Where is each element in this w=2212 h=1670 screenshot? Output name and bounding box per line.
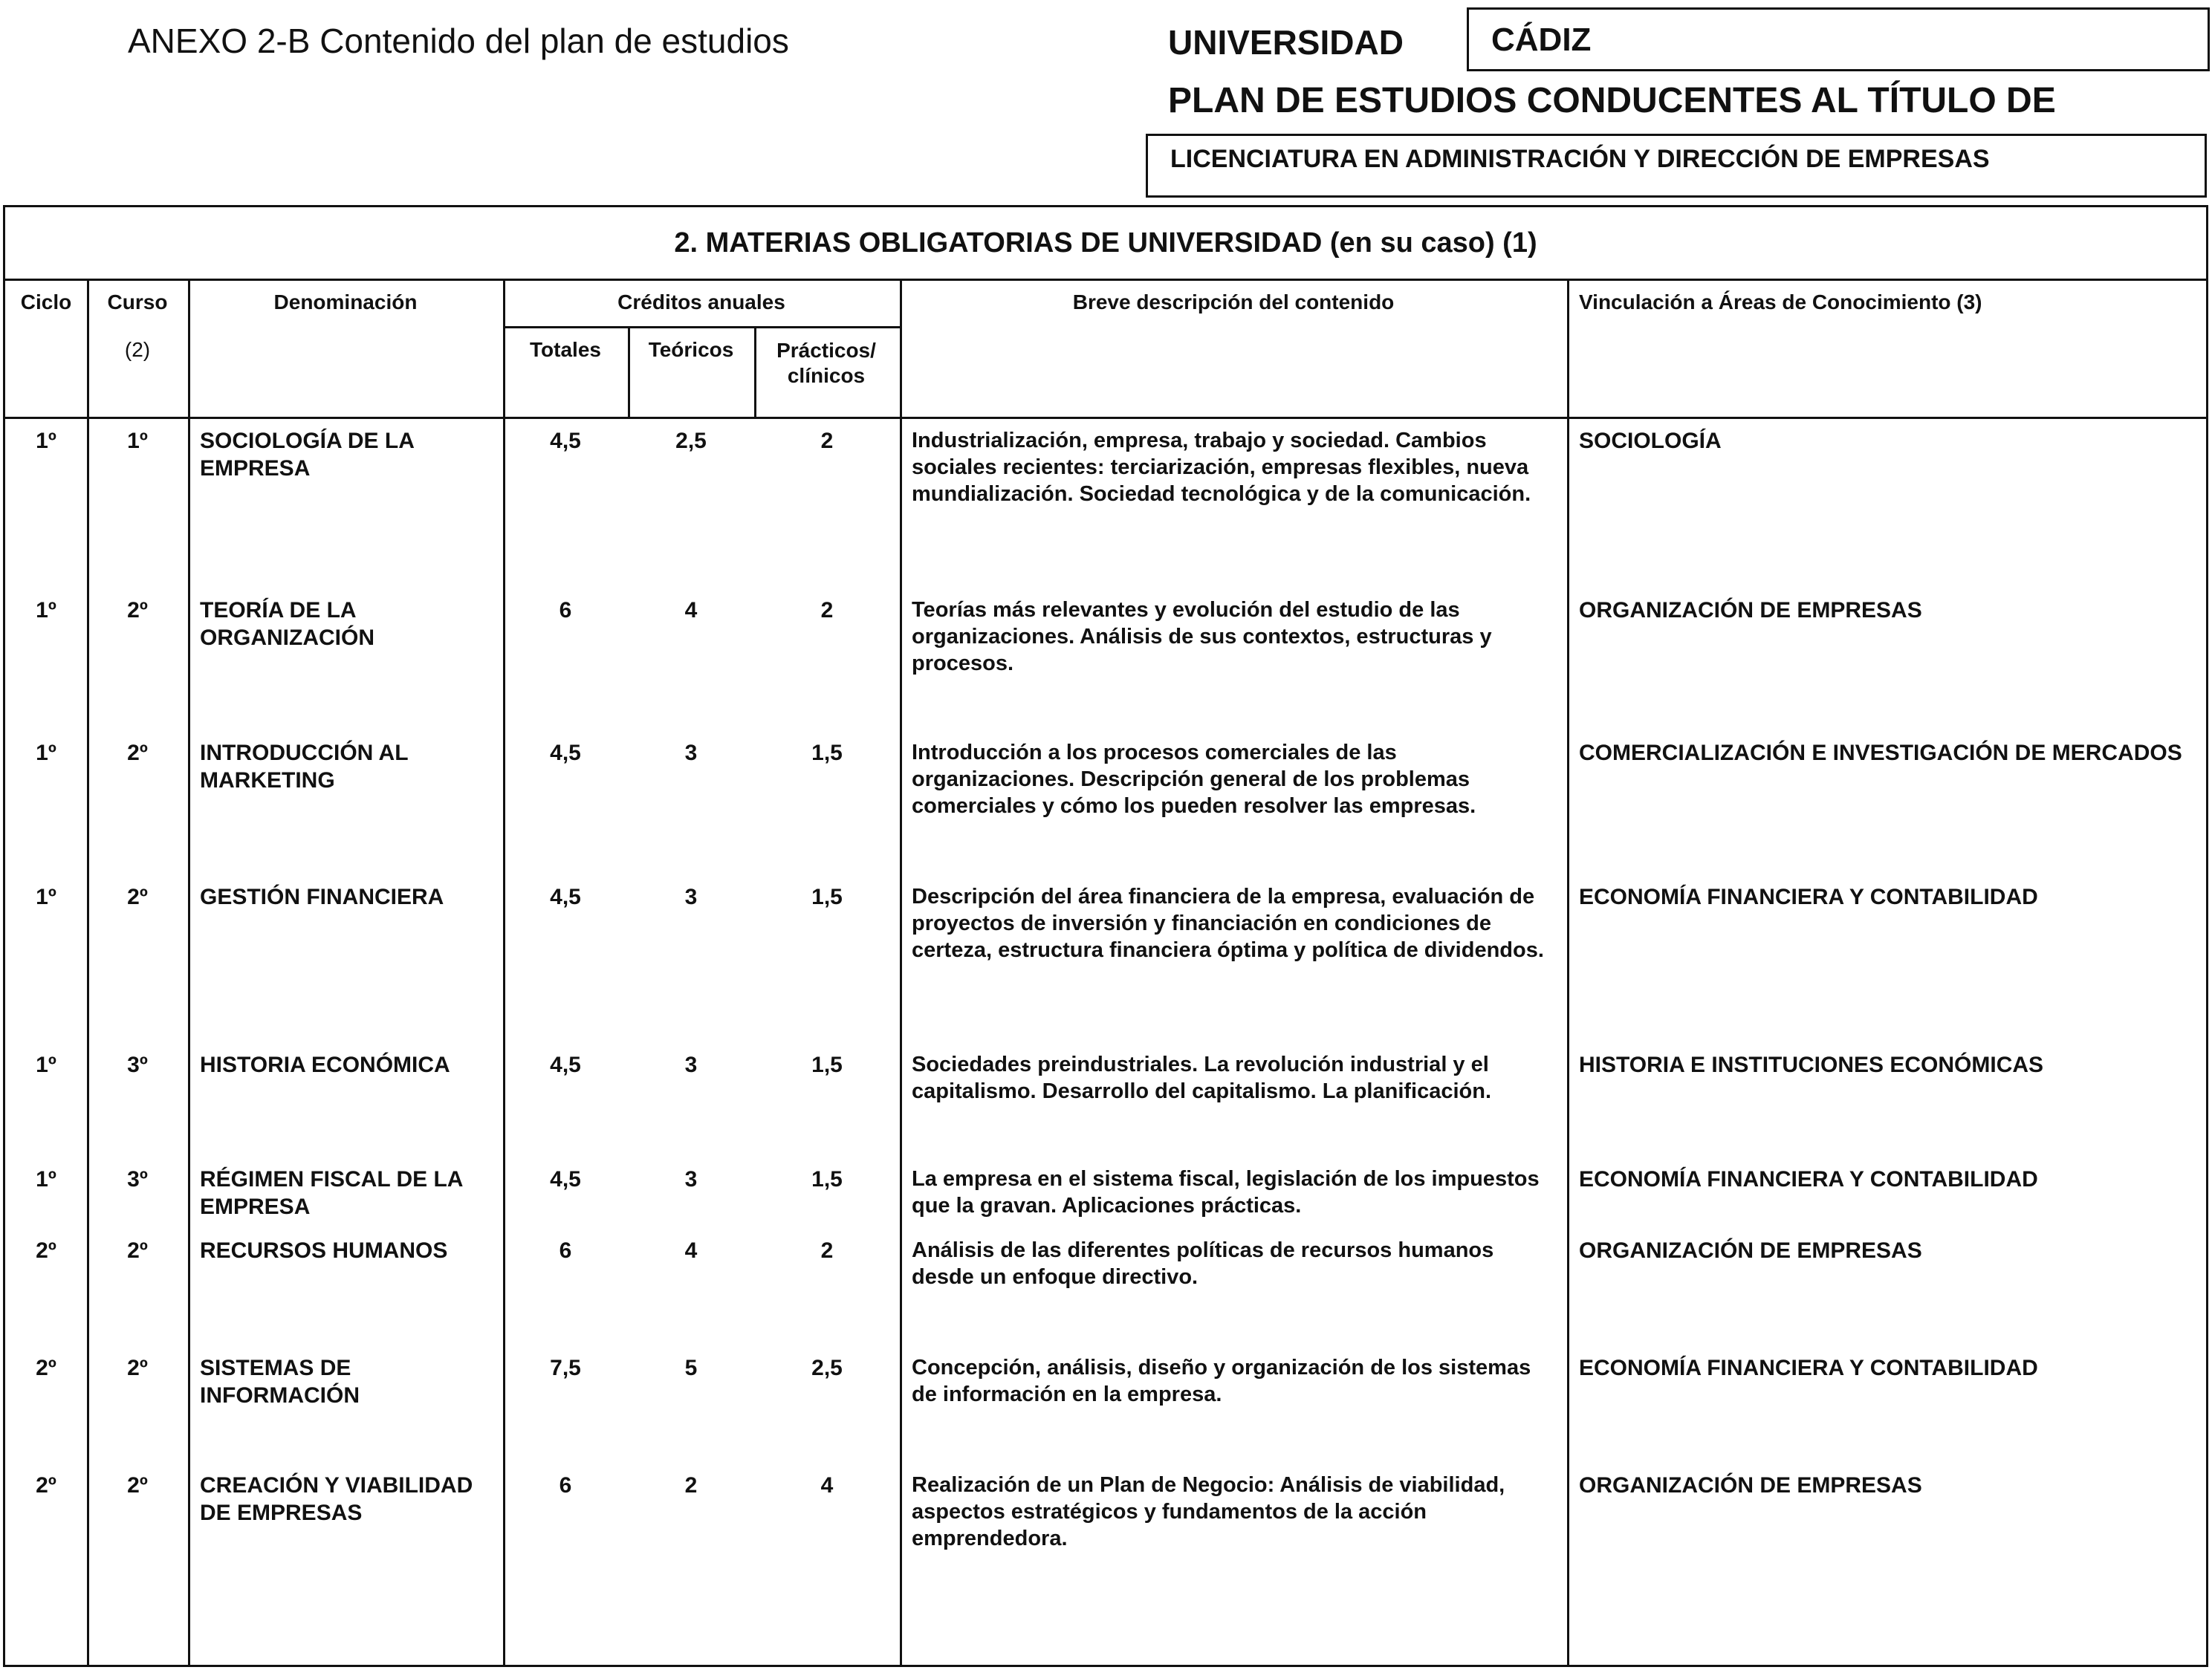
cell-totales: 4,5 <box>550 429 581 453</box>
cell-teoricos: 3 <box>684 885 698 909</box>
cell-curso: 1º <box>127 429 148 453</box>
cell-denominacion: CREACIÓN Y VIABILIDAD DE EMPRESAS <box>200 1473 473 1525</box>
cell-ciclo: 2º <box>36 1356 56 1380</box>
cell-denominacion: SISTEMAS DE INFORMACIÓN <box>200 1356 360 1408</box>
cell-denominacion: GESTIÓN FINANCIERA <box>200 885 444 909</box>
cell-denominacion: RÉGIMEN FISCAL DE LA EMPRESA <box>200 1167 463 1219</box>
cell-descripcion: Sociedades preindustriales. La revolución industrial y el capitalismo. Desarrollo del capitalismo. La planificación. <box>912 1053 1492 1103</box>
cell-practicos: 1,5 <box>811 741 843 765</box>
cell-ciclo: 1º <box>36 1167 56 1192</box>
cell-ciclo: 1º <box>36 429 56 453</box>
cell-area: SOCIOLOGÍA <box>1579 429 1722 453</box>
cell-practicos: 1,5 <box>811 1167 843 1192</box>
cell-descripcion: La empresa en el sistema fiscal, legislación de los impuestos que la gravan. Aplicaciones prácticas. <box>912 1167 1540 1218</box>
col-divider <box>503 279 505 1665</box>
col-divider <box>1567 279 1569 1665</box>
cell-ciclo: 1º <box>36 598 56 623</box>
cell-teoricos: 4 <box>684 1238 698 1263</box>
cell-curso: 2º <box>127 598 148 623</box>
cell-teoricos: 5 <box>684 1356 698 1380</box>
credits-subheader-line <box>503 326 900 328</box>
cell-descripcion: Descripción del área financiera de la empresa, evaluación de proyectos de inversión y financiación en condiciones de certeza, estructura financiera óptima y política de dividendos. <box>912 885 1544 962</box>
cell-practicos: 2 <box>820 429 834 453</box>
cell-denominacion: RECURSOS HUMANOS <box>200 1238 448 1263</box>
cell-practicos: 2 <box>820 598 834 623</box>
cell-teoricos: 4 <box>684 598 698 623</box>
header-vinculacion: Vinculación a Áreas de Conocimiento (3) <box>1579 290 1982 313</box>
col-divider <box>87 279 89 1665</box>
cell-curso: 2º <box>127 1473 148 1498</box>
cell-teoricos: 2 <box>684 1473 698 1498</box>
section-title: 2. MATERIAS OBLIGATORIAS DE UNIVERSIDAD (en su caso) (1) <box>5 207 2206 281</box>
cell-descripcion: Concepción, análisis, diseño y organización de los sistemas de información en la empresa. <box>912 1356 1531 1406</box>
col-divider <box>188 279 190 1665</box>
cell-practicos: 2,5 <box>811 1356 843 1380</box>
header-teoricos: Teóricos <box>648 338 734 361</box>
cell-denominacion: SOCIOLOGÍA DE LA EMPRESA <box>200 429 414 481</box>
cell-descripcion: Análisis de las diferentes políticas de recursos humanos desde un enfoque directivo. <box>912 1238 1494 1289</box>
cell-teoricos: 3 <box>684 1053 698 1077</box>
annex-title: ANEXO 2-B Contenido del plan de estudios <box>128 22 789 60</box>
cell-descripcion: Teorías más relevantes y evolución del estudio de las organizaciones. Análisis de sus contextos, estructuras y procesos. <box>912 598 1492 675</box>
cell-area: ORGANIZACIÓN DE EMPRESAS <box>1579 1473 1922 1498</box>
header-practicos: Prácticos/ clínicos <box>776 339 876 387</box>
cell-descripcion: Realización de un Plan de Negocio: Análisis de viabilidad, aspectos estratégicos y fundamentos de la acción emprendedora. <box>912 1473 1505 1550</box>
university-name-box <box>1467 7 2210 71</box>
cell-ciclo: 1º <box>36 1053 56 1077</box>
cell-curso: 2º <box>127 885 148 909</box>
header-totales: Totales <box>530 338 601 361</box>
university-name: CÁDIZ <box>1491 22 1592 58</box>
cell-totales: 4,5 <box>550 885 581 909</box>
degree-title-box <box>1146 134 2207 198</box>
plan-title: PLAN DE ESTUDIOS CONDUCENTES AL TÍTULO DE <box>1168 81 2056 120</box>
cell-totales: 6 <box>559 1238 572 1263</box>
header-curso: Curso <box>107 290 168 313</box>
col-divider <box>900 279 902 1665</box>
cell-descripcion: Industrialización, empresa, trabajo y sociedad. Cambios sociales recientes: terciarización, empresas flexibles, nueva mundialización. Sociedad tecnológica y de la comunicación. <box>912 429 1531 506</box>
cell-practicos: 2 <box>820 1238 834 1263</box>
cell-denominacion: TEORÍA DE LA ORGANIZACIÓN <box>200 598 374 650</box>
cell-totales: 7,5 <box>550 1356 581 1380</box>
header-descripcion: Breve descripción del contenido <box>1072 290 1395 313</box>
header-denominacion: Denominación <box>273 290 418 313</box>
cell-area: ORGANIZACIÓN DE EMPRESAS <box>1579 1238 1922 1263</box>
cell-teoricos: 3 <box>684 1167 698 1192</box>
cell-ciclo: 1º <box>36 885 56 909</box>
cell-denominacion: HISTORIA ECONÓMICA <box>200 1053 450 1077</box>
cell-teoricos: 2,5 <box>675 429 707 453</box>
university-label: UNIVERSIDAD <box>1168 23 1404 62</box>
cell-ciclo: 2º <box>36 1473 56 1498</box>
cell-curso: 3º <box>127 1053 148 1077</box>
header-bottom-line <box>5 417 2206 419</box>
cell-totales: 6 <box>559 598 572 623</box>
cell-denominacion: INTRODUCCIÓN AL MARKETING <box>200 741 408 793</box>
cell-totales: 4,5 <box>550 1167 581 1192</box>
cell-area: ECONOMÍA FINANCIERA Y CONTABILIDAD <box>1579 1356 2038 1380</box>
cell-area: ECONOMÍA FINANCIERA Y CONTABILIDAD <box>1579 885 2038 909</box>
cell-area: COMERCIALIZACIÓN E INVESTIGACIÓN DE MERCADOS <box>1579 741 2182 765</box>
cell-area: ECONOMÍA FINANCIERA Y CONTABILIDAD <box>1579 1167 2038 1192</box>
cell-area: HISTORIA E INSTITUCIONES ECONÓMICAS <box>1579 1053 2044 1077</box>
cell-curso: 2º <box>127 1356 148 1380</box>
cell-curso: 2º <box>127 1238 148 1263</box>
degree-title: LICENCIATURA EN ADMINISTRACIÓN Y DIRECCIÓN DE EMPRESAS <box>1170 145 1990 173</box>
cell-practicos: 4 <box>820 1473 834 1498</box>
cell-descripcion: Introducción a los procesos comerciales de las organizaciones. Descripción general de los problemas comerciales y cómo los pueden resolver las empresas. <box>912 741 1476 818</box>
col-divider <box>754 326 756 417</box>
cell-curso: 3º <box>127 1167 148 1192</box>
header-ciclo: Ciclo <box>20 290 72 313</box>
cell-curso: 2º <box>127 741 148 765</box>
cell-area: ORGANIZACIÓN DE EMPRESAS <box>1579 598 1922 623</box>
cell-practicos: 1,5 <box>811 885 843 909</box>
cell-ciclo: 1º <box>36 741 56 765</box>
cell-totales: 4,5 <box>550 741 581 765</box>
subjects-table <box>3 205 2208 1667</box>
cell-practicos: 1,5 <box>811 1053 843 1077</box>
header-creditos: Créditos anuales <box>617 290 785 313</box>
header-curso-note: (2) <box>124 338 151 361</box>
cell-totales: 6 <box>559 1473 572 1498</box>
cell-ciclo: 2º <box>36 1238 56 1263</box>
cell-totales: 4,5 <box>550 1053 581 1077</box>
cell-teoricos: 3 <box>684 741 698 765</box>
